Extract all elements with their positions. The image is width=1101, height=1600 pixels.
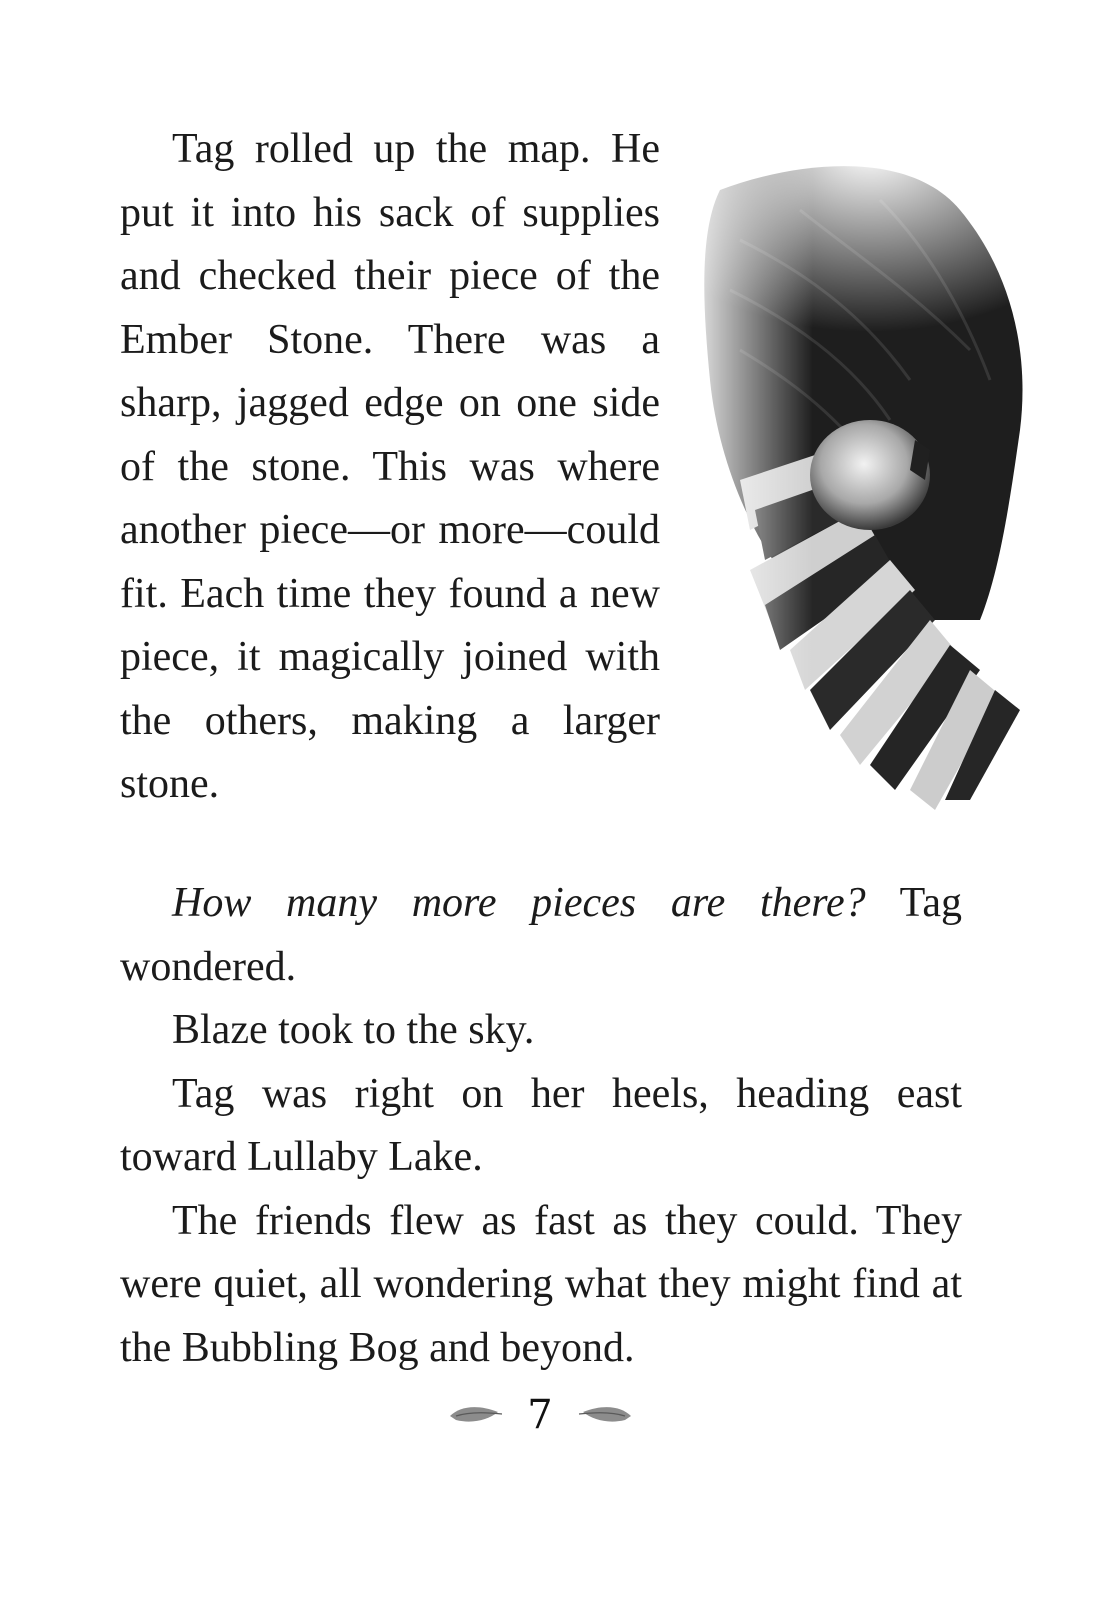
paragraph-1: Tag rolled up the map. He put it into his sack of supplies and checked their piece of the Ember Stone. There was a sharp, jagged edge on one side of the stone. This was where another piece—or more—could fit. Each time they found a new piece, it magically joined with the others, making a larger stone. bbox=[120, 126, 660, 807]
text-block-bottom bbox=[120, 872, 962, 1380]
leaf-ornament-icon bbox=[573, 1402, 633, 1428]
paragraph-2 bbox=[120, 872, 962, 999]
text-block-top bbox=[120, 118, 660, 817]
thought-italic: How many more pieces are there? bbox=[172, 880, 866, 926]
paragraph-5: The friends flew as fast as they could. They were quiet, all wondering what they might find at the Bubbling Bog and beyond. bbox=[120, 1197, 962, 1371]
wing-illustration bbox=[680, 150, 1060, 840]
thought-tail: Tag wondered. bbox=[120, 880, 962, 990]
page-number: 7 bbox=[527, 1392, 553, 1438]
paragraph-3: Blaze took to the sky. bbox=[172, 1007, 535, 1053]
page-footer bbox=[0, 1390, 1101, 1440]
paragraph-4: Tag was right on her heels, heading east toward Lullaby Lake. bbox=[120, 1070, 962, 1180]
leaf-ornament-icon bbox=[448, 1402, 508, 1428]
